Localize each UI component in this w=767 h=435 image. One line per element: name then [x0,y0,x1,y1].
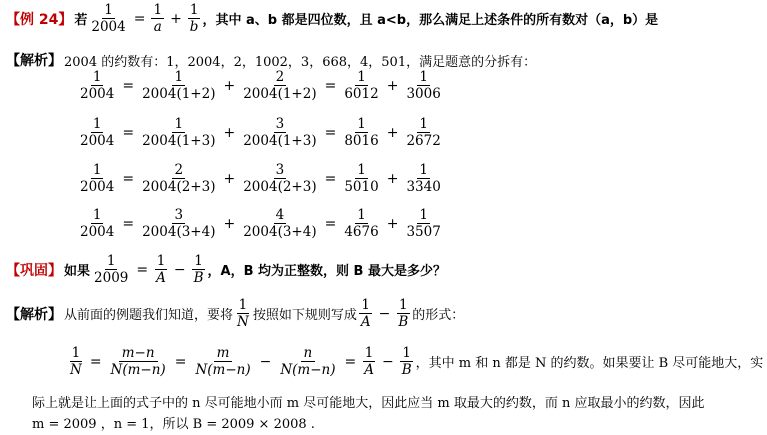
term-1-fraction: $\frac{1}{2004(1+3)}$ [142,116,216,150]
practice-lead: 如果 [64,264,91,280]
lhs-fraction: $\frac{1}{2004}$ [80,207,115,241]
solution-2-tag: 【解析】 [6,306,62,323]
term-2-fraction: $\frac{2}{2004(1+2)}$ [243,69,317,103]
eq-m-fraction: $\frac{m}{N(m-n)}$ [195,345,251,379]
term-2-fraction: $\frac{3}{2004(1+3)}$ [243,116,317,150]
solution-2-form: 的形式： [412,308,465,324]
practice-b-fraction: $\frac{1}{B}$ [193,253,204,287]
example-24-line: 【例 24】 若 $\frac{1}{2004}$ = $\frac{1}{a}$ + $\frac{1}{b}$ ，其中 a、b 都是四位数，且 a<b，那么满足上述条件的所有数对（a，b）是 [6,2,659,36]
term-2-fraction: $\frac{4}{2004(3+4)}$ [243,207,317,241]
solution-2-equation: $\frac{1}{N}$ = $\frac{m-n}{N(m-n)}$ = $\frac{m}{N(m-n)}$ − $\frac{n}{N(m-n)}$ = $\frac{1}{A}$ − $\frac{1}{B}$ ，其中 m 和 n 都是 N 的约数。如果要让 B 尽可能地大，实 [70,345,764,379]
decomposition-row: $\frac{1}{2004}$ = $\frac{2}{2004(2+3)}$ + $\frac{3}{2004(2+3)}$ = $\frac{1}{5010}$ + $\frac{1}{3340}$ [80,162,441,196]
practice-a-fraction: $\frac{1}{A}$ [156,253,166,287]
eq-b-fraction: $\frac{1}{B}$ [401,345,412,379]
practice-tag: 【巩固】 [6,262,62,279]
decomposition-row: $\frac{1}{2004}$ = $\frac{3}{2004(3+4)}$ + $\frac{4}{2004(3+4)}$ = $\frac{1}{4676}$ + $\frac{1}{3507}$ [80,207,441,241]
decomposition-row: $\frac{1}{2004}$ = $\frac{1}{2004(1+2)}$ + $\frac{2}{2004(1+2)}$ = $\frac{1}{6012}$ + $\frac{1}{3006}$ [80,69,441,103]
result-2-fraction: $\frac{1}{3507}$ [406,207,441,241]
example-a-fraction: $\frac{1}{a}$ [153,2,163,36]
result-1-fraction: $\frac{1}{5010}$ [344,162,379,196]
result-2-fraction: $\frac{1}{3340}$ [406,162,441,196]
example-tag: 【例 24】 [6,11,73,28]
result-1-fraction: $\frac{1}{6012}$ [344,69,379,103]
solution-tag: 【解析】 [6,53,62,69]
solution-1-intro [6,50,536,70]
solution-2-tail: ，其中 m 和 n 都是 N 的约数。如果要让 B 尽可能地大，实 [415,356,764,372]
term-1-fraction: $\frac{2}{2004(2+3)}$ [142,162,216,196]
one-over-n-fraction: $\frac{1}{N}$ [237,297,249,331]
form-a-fraction: $\frac{1}{A}$ [360,297,371,331]
solution-2-line-2: 际上就是让上面的式子中的 n 尽可能地小而 m 尽可能地大，因此应当 m 取最大的约数，而 n 应取最小的约数，因此 [32,396,705,411]
term-1-fraction: $\frac{1}{2004(1+2)}$ [142,69,216,103]
example-lhs-fraction: $\frac{1}{2004}$ [91,2,126,36]
eq-n-fraction: $\frac{n}{N(m-n)}$ [280,345,336,379]
solution-2-line-3: m = 2009 ，n = 1，所以 B = 2009 × 2008 . [32,417,315,432]
solution-2-intro: 【解析】 从前面的例题我们知道，要将 $\frac{1}{N}$ 按照如下规则写成 $\frac{1}{A}$ − $\frac{1}{B}$ 的形式： [6,297,465,331]
example-lead: 若 [74,13,88,29]
eq-a-fraction: $\frac{1}{A}$ [364,345,374,379]
term-2-fraction: $\frac{3}{2004(2+3)}$ [243,162,317,196]
example-question: ，其中 a、b 都是四位数，且 a<b，那么满足上述条件的所有数对（a，b）是 [202,13,659,29]
lhs-fraction: $\frac{1}{2004}$ [80,162,115,196]
practice-line: 【巩固】 如果 $\frac{1}{2009}$ = $\frac{1}{A}$ − $\frac{1}{B}$ ，A，B 均为正整数，则 B 最大是多少？ [6,253,446,287]
solution-2-middle: 按照如下规则写成 [252,308,357,324]
eq-one-over-n: $\frac{1}{N}$ [70,345,82,379]
result-2-fraction: $\frac{1}{3006}$ [406,69,441,103]
decomposition-row: $\frac{1}{2004}$ = $\frac{1}{2004(1+3)}$ + $\frac{3}{2004(1+3)}$ = $\frac{1}{8016}$ + $\frac{1}{2672}$ [80,116,441,150]
result-1-fraction: $\frac{1}{4676}$ [344,207,379,241]
solution-1-text: 2004 的约数有：1，2004，2，1002，3，668，4，501，满足题意的分拆有： [64,54,537,70]
solution-2-lead: 从前面的例题我们知道，要将 [64,308,234,324]
term-1-fraction: $\frac{3}{2004(3+4)}$ [142,207,216,241]
practice-lhs-fraction: $\frac{1}{2009}$ [94,253,129,287]
practice-question: ，A，B 均为正整数，则 B 最大是多少？ [207,264,446,280]
lhs-fraction: $\frac{1}{2004}$ [80,116,115,150]
lhs-fraction: $\frac{1}{2004}$ [80,69,115,103]
example-b-fraction: $\frac{1}{b}$ [189,2,199,36]
eq-mn-fraction: $\frac{m-n}{N(m-n)}$ [110,345,166,379]
result-2-fraction: $\frac{1}{2672}$ [406,116,441,150]
form-b-fraction: $\frac{1}{B}$ [398,297,409,331]
result-1-fraction: $\frac{1}{8016}$ [344,116,379,150]
